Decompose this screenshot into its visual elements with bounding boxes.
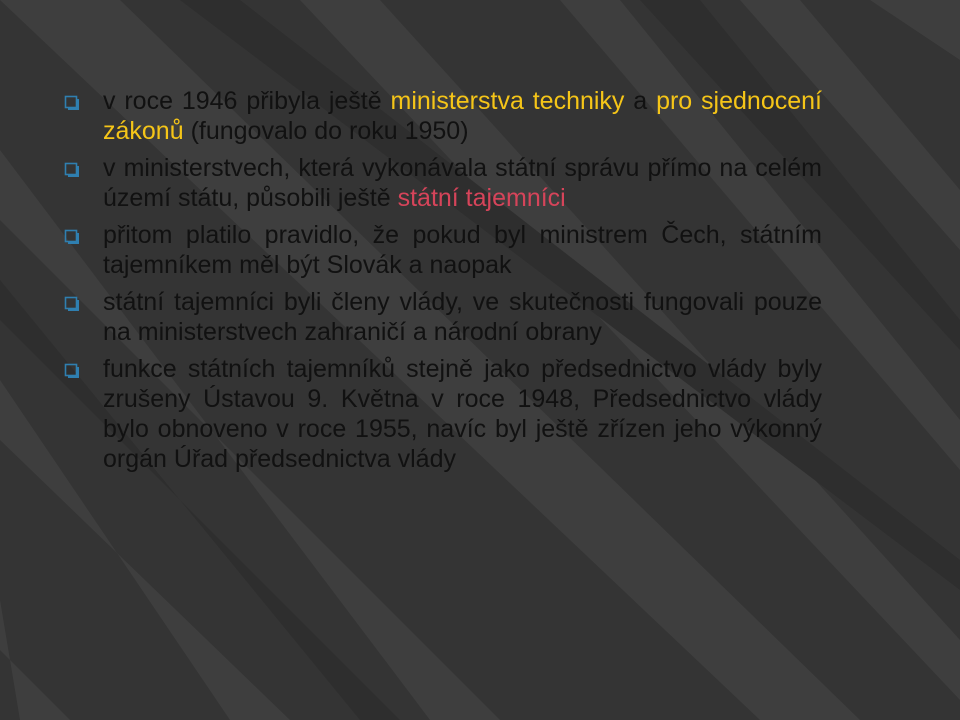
bullet-text-segment: státní tajemníci byli členy vlády, ve skutečnosti fungovali pouze na ministerstvech zahraničí a národní obrany [103,288,822,346]
bullet-item [62,287,822,347]
bullet-text-segment: (fungovalo do roku 1950) [183,117,469,145]
hollow-square-bullet-icon [64,296,80,312]
hollow-square-bullet-icon [64,95,80,111]
bullet-text-segment: v roce 1946 přibyla ještě [103,87,391,115]
hollow-square-bullet-icon [64,229,80,245]
bullet-text [103,355,822,473]
highlighted-term: pro sjednocení zákonů [103,87,822,145]
bullet-text [103,87,822,145]
bullet-text-segment: a [624,87,657,115]
bullet-text-segment: přitom platilo pravidlo, že pokud byl ministrem Čech, státním tajemníkem měl být Slovák a naopak [103,221,822,279]
bullet-item [62,220,822,280]
highlighted-term: státní tajemníci [397,184,566,212]
bullet-text [103,221,822,279]
bullet-text [103,288,822,346]
bullet-text-segment: funkce státních tajemníků stejně jako předsednictvo vlády byly zrušeny Ústavou 9. Května v roce 1948, Předsednictvo vlády bylo obnoveno v roce 1955, navíc byl ještě zřízen jeho výkonný orgán Úřad předsednictva vlády [103,355,822,473]
hollow-square-bullet-icon [64,363,80,379]
bullet-list [62,86,822,481]
hollow-square-bullet-icon [64,162,80,178]
bullet-item [62,153,822,213]
highlighted-term: ministerstva techniky [390,87,625,115]
bullet-text-segment: v ministerstvech, která vykonávala státní správu přímo na celém území státu, působili ještě [103,154,822,212]
bullet-text [103,154,822,212]
bullet-item [62,86,822,146]
bullet-item [62,354,822,474]
